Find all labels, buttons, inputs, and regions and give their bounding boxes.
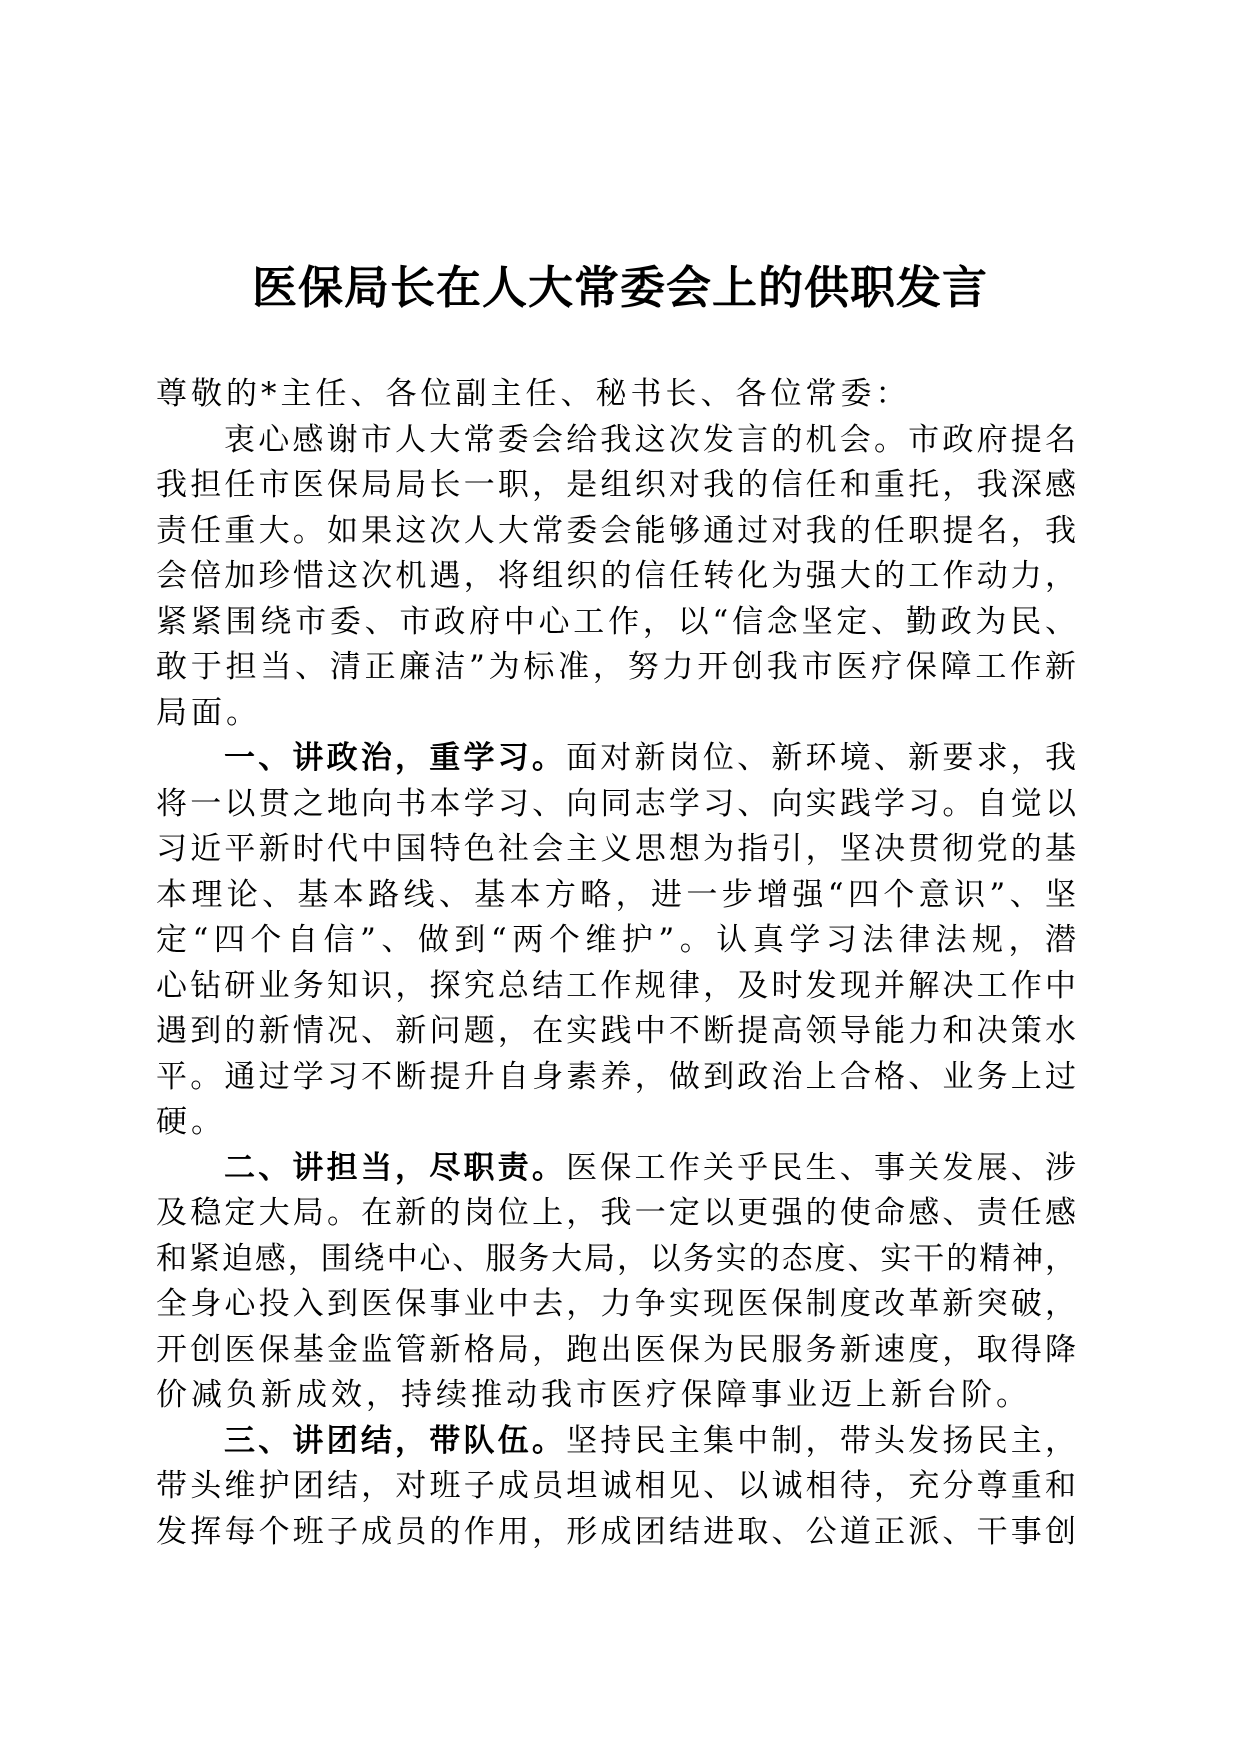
section-first-line [156,736,1076,782]
paragraph-line: 价减负新成效，持续推动我市医疗保障事业迈上新台阶。 [156,1377,1031,1413]
paragraph-line: 遇到的新情况、新问题，在实践中不断提高领导能力和决策水 [156,1013,1076,1049]
paragraph-line: 本理论、基本路线、基本方略，进一步增强“四个意识”、坚 [156,876,1076,913]
section-first-line [156,1419,1076,1465]
paragraph-line: 全身心投入到医保事业中去，力争实现医保制度改革新突破， [156,1286,1076,1322]
paragraph-line: 敢于担当、清正廉洁”为标准，努力开创我市医疗保障工作新 [156,649,1076,685]
section-heading: 二、讲担当，尽职责。 [224,1149,567,1186]
salutation: 尊敬的*主任、各位副主任、秘书长、各位常委： [156,376,911,412]
paragraph-line: 责任重大。如果这次人大常委会能够通过对我的任职提名，我 [156,512,1076,549]
section-heading: 三、讲团结，带队伍。 [224,1422,567,1459]
paragraph-line: 将一以贯之地向书本学习、向同志学习、向实践学习。自觉以 [156,785,1076,822]
section-text: 面对新岗位、新环境、新要求，我 [566,740,1077,776]
section-text: 医保工作关乎民生、事关发展、涉 [566,1149,1077,1186]
paragraph-line: 发挥每个班子成员的作用，形成团结进取、公道正派、干事创 [156,1513,1076,1550]
paragraph-line: 和紧迫感，围绕中心、服务大局，以务实的态度、实干的精神， [156,1240,1076,1277]
paragraph-line: 定“四个自信”、做到“两个维护”。认真学习法律法规，潜 [156,922,1076,958]
paragraph-line: 及稳定大局。在新的岗位上，我一定以更强的使命感、责任感 [156,1195,1076,1231]
section-first-line [156,1146,1076,1192]
paragraph-line: 平。通过学习不断提升自身素养，做到政治上合格、业务上过 [156,1058,1076,1095]
document-title: 医保局长在人大常委会上的供职发言 [251,261,988,314]
paragraph-line: 我担任市医保局局长一职，是组织对我的信任和重托，我深感 [156,467,1076,503]
paragraph-line: 开创医保基金监管新格局，跑出医保为民服务新速度，取得降 [156,1331,1076,1368]
paragraph-line: 习近平新时代中国特色社会主义思想为指引，坚决贯彻党的基 [156,831,1076,867]
paragraph-line: 带头维护团结，对班子成员坦诚相见、以诚相待，充分尊重和 [156,1468,1076,1504]
section-text: 坚持民主集中制，带头发扬民主， [566,1422,1077,1459]
paragraph-line: 心钻研业务知识，探究总结工作规律，及时发现并解决工作中 [156,967,1076,1004]
paragraph-line: 局面。 [156,694,261,731]
paragraph-line: 硬。 [156,1104,226,1140]
paragraph-line: 紧紧围绕市委、市政府中心工作，以“信念坚定、勤政为民、 [156,603,1076,640]
paragraph-line: 会倍加珍惜这次机遇，将组织的信任转化为强大的工作动力， [156,558,1076,594]
paragraph-line: 衷心感谢市人大常委会给我这次发言的机会。市政府提名 [224,421,1076,458]
document-body [156,372,1076,1555]
section-heading: 一、讲政治，重学习。 [224,740,567,776]
